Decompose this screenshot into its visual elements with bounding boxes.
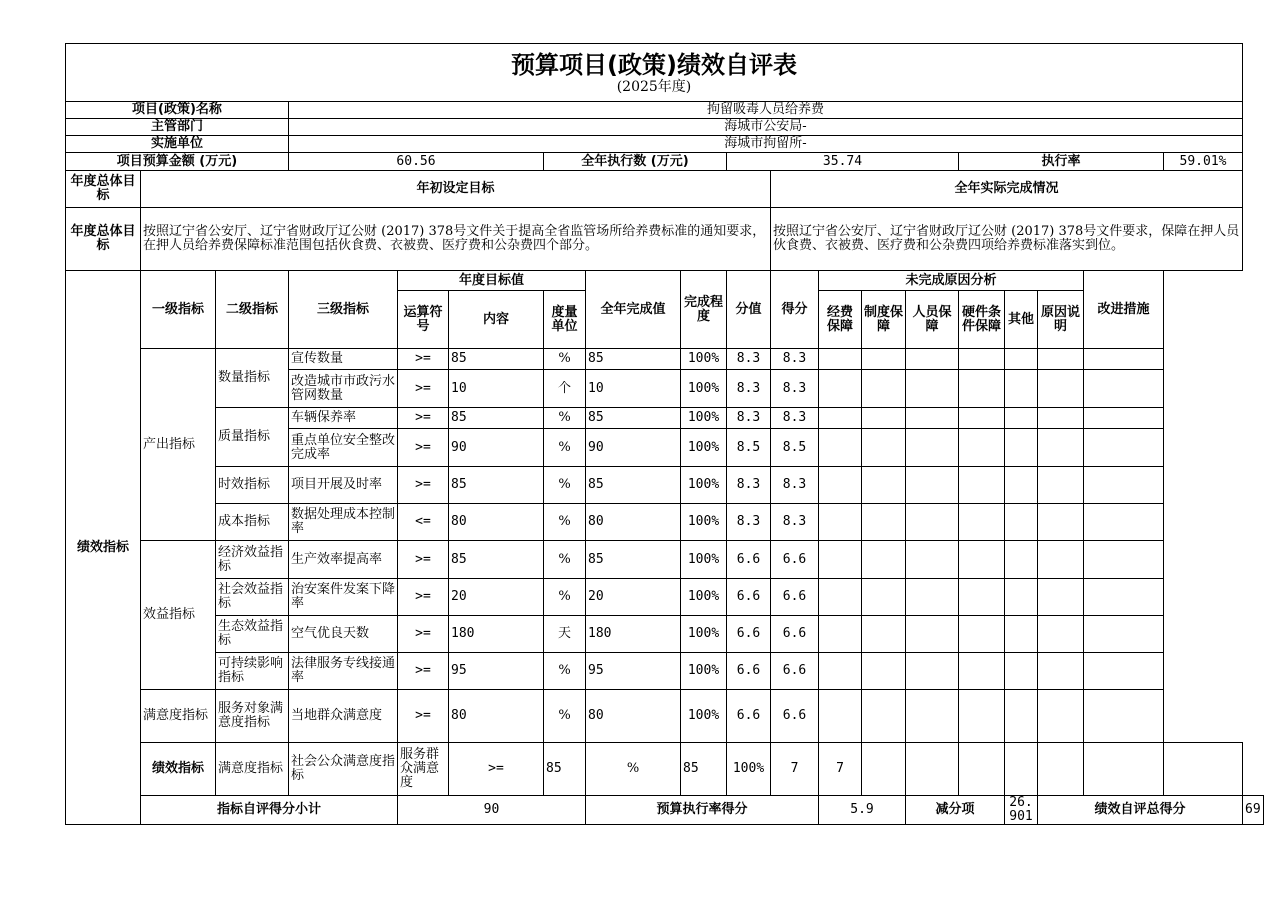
header-operator: 运算符号 (398, 291, 449, 349)
operator-cell: >= (398, 616, 449, 653)
empty-cell (862, 467, 906, 504)
empty-cell (862, 616, 906, 653)
header-staff: 人员保障 (906, 291, 959, 349)
unit-cell: % (544, 541, 586, 579)
operator-cell: >= (398, 653, 449, 690)
completion-cell: 100% (681, 408, 727, 429)
indicator-name: 生产效率提高率 (289, 541, 398, 579)
unit-cell: % (544, 690, 586, 743)
dept-label: 主管部门 (66, 119, 289, 136)
completion-cell: 100% (681, 429, 727, 467)
empty-cell (1084, 467, 1164, 504)
header-score-value: 分值 (727, 271, 771, 349)
target-value: 85 (544, 743, 586, 796)
actual-value: 90 (586, 429, 681, 467)
target-value: 85 (449, 408, 544, 429)
empty-cell (1084, 370, 1164, 408)
empty-cell (862, 429, 906, 467)
score-value-cell: 6.6 (727, 541, 771, 579)
score-cell: 6.6 (771, 541, 819, 579)
empty-cell (1005, 616, 1038, 653)
empty-cell (862, 743, 906, 796)
perf-indicator-label: 绩效指标 (66, 271, 141, 825)
empty-cell (959, 429, 1005, 467)
unit-cell: % (544, 579, 586, 616)
header-level2: 二级指标 (216, 271, 289, 349)
score-value-cell: 8.3 (727, 370, 771, 408)
empty-cell (906, 370, 959, 408)
goals-row-label: 年度总体目标 (66, 171, 141, 208)
score-cell: 8.5 (771, 429, 819, 467)
completion-cell: 100% (681, 370, 727, 408)
header-level3: 三级指标 (289, 271, 398, 349)
actual-value: 85 (586, 541, 681, 579)
subgroup-timeliness: 时效指标 (216, 467, 289, 504)
empty-cell (819, 467, 862, 504)
unit-cell: % (544, 504, 586, 541)
indicator-name: 治安案件发案下降率 (289, 579, 398, 616)
unit-cell: % (544, 653, 586, 690)
project-name: 拘留吸毒人员给养费 (289, 102, 1243, 119)
empty-cell (959, 349, 1005, 370)
header-hardware: 硬件条件保障 (959, 291, 1005, 349)
empty-cell (1038, 467, 1084, 504)
score-cell: 8.3 (771, 504, 819, 541)
indicator-name: 改造城市市政污水管网数量 (289, 370, 398, 408)
empty-cell (1038, 653, 1084, 690)
actual-value: 80 (586, 690, 681, 743)
unit-value: 海城市拘留所- (289, 136, 1243, 153)
actual-goal-text: 按照辽宁省公安厅、辽宁省财政厅辽公财 (2017) 378号文件要求，保障在押人员伙食费、衣被费、医疗费和公杂费四项给养费标准落实到位。 (771, 208, 1243, 271)
completion-cell: 100% (681, 504, 727, 541)
header-level1: 一级指标 (141, 271, 216, 349)
subgroup-social: 社会效益指标 (216, 579, 289, 616)
score-value-cell: 6.6 (727, 690, 771, 743)
empty-cell (1005, 504, 1038, 541)
empty-cell (1005, 408, 1038, 429)
total-label: 绩效自评总得分 (1038, 796, 1243, 825)
subgroup-eco: 生态效益指标 (216, 616, 289, 653)
header-reason: 原因说明 (1038, 291, 1084, 349)
score-cell: 6.6 (771, 653, 819, 690)
empty-cell (959, 467, 1005, 504)
empty-cell (819, 349, 862, 370)
empty-cell (1038, 579, 1084, 616)
initial-goal-header: 年初设定目标 (141, 171, 771, 208)
empty-cell (819, 690, 862, 743)
empty-cell (959, 408, 1005, 429)
target-value: 80 (449, 504, 544, 541)
actual-value: 85 (586, 467, 681, 504)
empty-cell (906, 541, 959, 579)
title-cell (66, 44, 1243, 102)
header-fund: 经费保障 (819, 291, 862, 349)
completion-cell: 100% (681, 541, 727, 579)
score-cell: 8.3 (771, 370, 819, 408)
empty-cell (1038, 349, 1084, 370)
empty-cell (1038, 541, 1084, 579)
empty-cell (906, 616, 959, 653)
actual-value: 95 (586, 653, 681, 690)
deduct-value: 26.901 (1005, 796, 1038, 825)
indicator-name: 宣传数量 (289, 349, 398, 370)
subgroup-economic: 经济效益指标 (216, 541, 289, 579)
empty-cell (959, 616, 1005, 653)
completion-cell: 100% (681, 349, 727, 370)
group-output: 产出指标 (141, 349, 216, 541)
empty-cell (959, 370, 1005, 408)
operator-cell: >= (398, 541, 449, 579)
empty-cell (959, 504, 1005, 541)
target-value: 180 (449, 616, 544, 653)
initial-goal-text: 按照辽宁省公安厅、辽宁省财政厅辽公财 (2017) 378号文件关于提高全省监管场所给养费标准的通知要求，在押人员给养费保障标准范围包括伙食费、衣被费、医疗费和公杂费四个部分。 (141, 208, 771, 271)
empty-cell (819, 370, 862, 408)
exec-label: 全年执行数 (万元) (544, 153, 727, 171)
operator-cell: >= (398, 370, 449, 408)
operator-cell: >= (398, 349, 449, 370)
score-value-cell: 6.6 (727, 653, 771, 690)
empty-cell (819, 504, 862, 541)
empty-cell (862, 504, 906, 541)
header-completion: 完成程度 (681, 271, 727, 349)
target-value: 85 (449, 467, 544, 504)
group-benefit: 效益指标 (141, 541, 216, 690)
goals-content-label: 年度总体目标 (66, 208, 141, 271)
empty-cell (819, 653, 862, 690)
target-value: 20 (449, 579, 544, 616)
dept-value: 海城市公安局- (289, 119, 1243, 136)
empty-cell (1084, 541, 1164, 579)
empty-cell (819, 429, 862, 467)
actual-value: 85 (586, 349, 681, 370)
year-subtitle: (2025年度) (616, 78, 692, 95)
empty-cell (1005, 541, 1038, 579)
completion-cell: 100% (681, 653, 727, 690)
target-value: 80 (449, 690, 544, 743)
actual-value: 10 (586, 370, 681, 408)
unit-cell: % (544, 429, 586, 467)
empty-cell (1084, 349, 1164, 370)
header-target-group: 年度目标值 (398, 271, 586, 291)
indicator-name: 当地群众满意度 (289, 690, 398, 743)
exec-value: 35.74 (727, 153, 959, 171)
empty-cell (1005, 467, 1038, 504)
subtotal-label: 指标自评得分小计 (141, 796, 398, 825)
empty-cell (1084, 429, 1164, 467)
empty-cell (906, 349, 959, 370)
unit-cell: % (586, 743, 681, 796)
empty-cell (862, 541, 906, 579)
score-value-cell: 7 (771, 743, 819, 796)
score-value-cell: 8.3 (727, 467, 771, 504)
score-cell: 6.6 (771, 579, 819, 616)
header-unit: 度量单位 (544, 291, 586, 349)
empty-cell (959, 653, 1005, 690)
score-cell: 8.3 (771, 349, 819, 370)
empty-cell (906, 653, 959, 690)
header-content: 内容 (449, 291, 544, 349)
budget-score-label: 预算执行率得分 (586, 796, 819, 825)
project-name-label: 项目(政策)名称 (66, 102, 289, 119)
unit-cell: 天 (544, 616, 586, 653)
subgroup-public-satisfaction: 社会公众满意度指标 (289, 743, 398, 796)
deduct-label: 减分项 (906, 796, 1005, 825)
empty-cell (862, 408, 906, 429)
empty-cell (819, 541, 862, 579)
empty-cell (906, 504, 959, 541)
empty-cell (1164, 743, 1243, 796)
empty-cell (959, 743, 1005, 796)
unit-cell: % (544, 467, 586, 504)
target-value: 10 (449, 370, 544, 408)
empty-cell (906, 579, 959, 616)
score-cell: 7 (819, 743, 862, 796)
indicator-name: 法律服务专线接通率 (289, 653, 398, 690)
subtotal-value: 90 (398, 796, 586, 825)
operator-cell: >= (398, 408, 449, 429)
empty-cell (1084, 616, 1164, 653)
empty-cell (959, 690, 1005, 743)
header-score: 得分 (771, 271, 819, 349)
empty-cell (862, 653, 906, 690)
indicator-name: 重点单位安全整改完成率 (289, 429, 398, 467)
empty-cell (1084, 579, 1164, 616)
rate-value: 59.01% (1164, 153, 1243, 171)
indicator-name: 空气优良天数 (289, 616, 398, 653)
score-cell: 6.6 (771, 690, 819, 743)
empty-cell (1005, 743, 1038, 796)
empty-cell (1038, 408, 1084, 429)
header-actual: 全年完成值 (586, 271, 681, 349)
budget-score-value: 5.9 (819, 796, 906, 825)
operator-cell: >= (449, 743, 544, 796)
score-value-cell: 8.3 (727, 504, 771, 541)
empty-cell (1084, 653, 1164, 690)
empty-cell (1038, 616, 1084, 653)
unit-cell: % (544, 349, 586, 370)
header-system: 制度保障 (862, 291, 906, 349)
actual-goal-header: 全年实际完成情况 (771, 171, 1243, 208)
empty-cell (1038, 429, 1084, 467)
target-value: 95 (449, 653, 544, 690)
header-improve: 改进措施 (1084, 271, 1164, 349)
empty-cell (1084, 690, 1164, 743)
completion-cell: 100% (681, 579, 727, 616)
empty-cell (819, 579, 862, 616)
score-cell: 6.6 (771, 616, 819, 653)
unit-cell: 个 (544, 370, 586, 408)
empty-cell (1038, 370, 1084, 408)
page-title: 预算项目(政策)绩效自评表 (511, 50, 797, 79)
actual-value: 85 (681, 743, 727, 796)
empty-cell (1005, 653, 1038, 690)
target-value: 90 (449, 429, 544, 467)
score-value-cell: 6.6 (727, 616, 771, 653)
operator-cell: >= (398, 690, 449, 743)
empty-cell (959, 541, 1005, 579)
score-cell: 8.3 (771, 467, 819, 504)
subgroup-quantity: 数量指标 (216, 349, 289, 408)
operator-cell: >= (398, 429, 449, 467)
empty-cell (906, 429, 959, 467)
score-cell: 8.3 (771, 408, 819, 429)
self-evaluation-table (65, 43, 1264, 825)
empty-cell (1005, 349, 1038, 370)
score-value-cell: 8.5 (727, 429, 771, 467)
empty-cell (906, 467, 959, 504)
indicator-name: 车辆保养率 (289, 408, 398, 429)
empty-cell (862, 690, 906, 743)
target-value: 85 (449, 541, 544, 579)
empty-cell (1005, 429, 1038, 467)
subgroup-sustain: 可持续影响指标 (216, 653, 289, 690)
subgroup-cost: 成本指标 (216, 504, 289, 541)
operator-cell: >= (398, 579, 449, 616)
group-satisfaction-2: 满意度指标 (216, 743, 289, 796)
score-value-cell: 8.3 (727, 408, 771, 429)
score-value-cell: 8.3 (727, 349, 771, 370)
empty-cell (1038, 743, 1084, 796)
group-satisfaction: 满意度指标 (141, 690, 216, 743)
empty-cell (906, 743, 959, 796)
empty-cell (1084, 743, 1164, 796)
target-value: 85 (449, 349, 544, 370)
empty-cell (959, 579, 1005, 616)
empty-cell (1005, 690, 1038, 743)
empty-cell (1005, 370, 1038, 408)
empty-cell (819, 616, 862, 653)
empty-cell (862, 349, 906, 370)
budget-value: 60.56 (289, 153, 544, 171)
completion-cell: 100% (681, 690, 727, 743)
header-other: 其他 (1005, 291, 1038, 349)
actual-value: 80 (586, 504, 681, 541)
score-value-cell: 6.6 (727, 579, 771, 616)
unit-cell: % (544, 408, 586, 429)
empty-cell (1038, 504, 1084, 541)
empty-cell (1084, 504, 1164, 541)
completion-cell: 100% (681, 616, 727, 653)
operator-cell: <= (398, 504, 449, 541)
budget-label: 项目预算金额 (万元) (66, 153, 289, 171)
actual-value: 20 (586, 579, 681, 616)
empty-cell (862, 579, 906, 616)
indicator-name: 服务群众满意度 (398, 743, 449, 796)
actual-value: 85 (586, 408, 681, 429)
rate-label: 执行率 (959, 153, 1164, 171)
header-reason-group: 未完成原因分析 (819, 271, 1084, 291)
empty-cell (1005, 579, 1038, 616)
perf-indicator-label-2: 绩效指标 (141, 743, 216, 796)
empty-cell (1084, 408, 1164, 429)
empty-cell (906, 408, 959, 429)
empty-cell (862, 370, 906, 408)
indicator-name: 数据处理成本控制率 (289, 504, 398, 541)
subgroup-service-satisfaction: 服务对象满意度指标 (216, 690, 289, 743)
operator-cell: >= (398, 467, 449, 504)
completion-cell: 100% (681, 467, 727, 504)
empty-cell (819, 408, 862, 429)
unit-label: 实施单位 (66, 136, 289, 153)
empty-cell (906, 690, 959, 743)
subgroup-quality: 质量指标 (216, 408, 289, 467)
completion-cell: 100% (727, 743, 771, 796)
total-value: 69 (1243, 796, 1264, 825)
actual-value: 180 (586, 616, 681, 653)
empty-cell (1038, 690, 1084, 743)
indicator-name: 项目开展及时率 (289, 467, 398, 504)
